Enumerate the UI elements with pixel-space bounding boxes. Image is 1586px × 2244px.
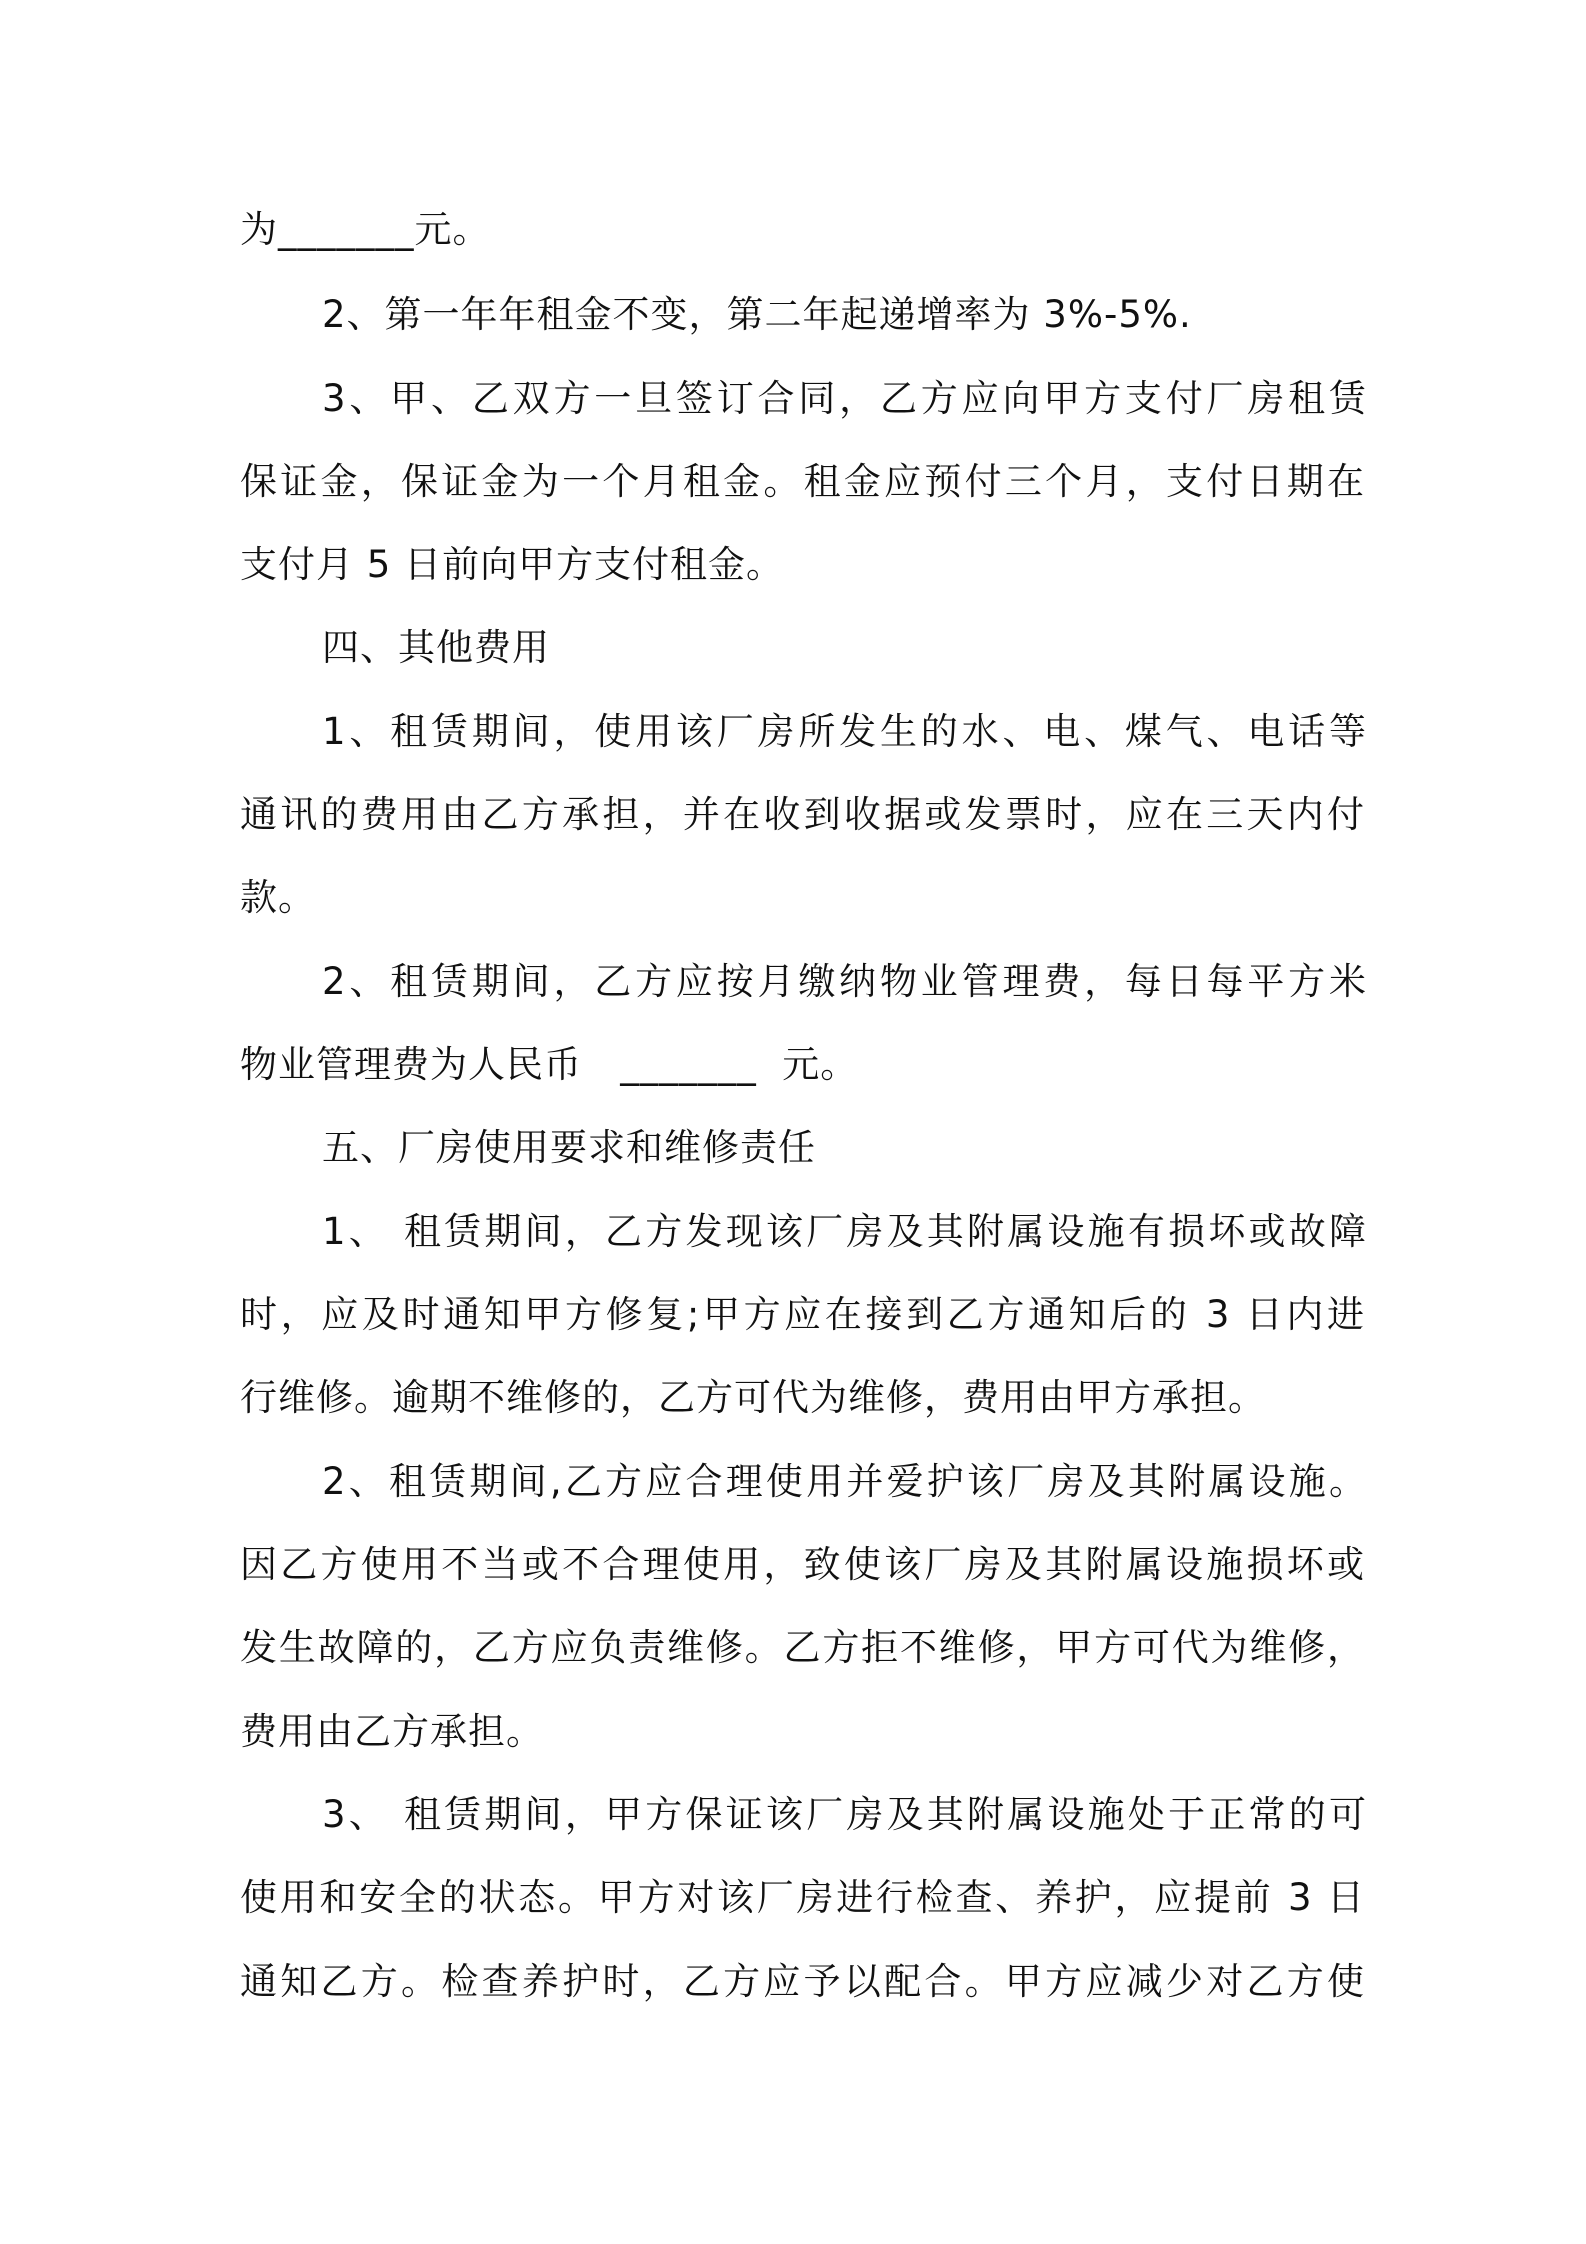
text-line-maint-1-c: 行维修。逾期不维修的，乙方可代为维修，费用由甲方承担。 (240, 1376, 1266, 1419)
text-line-rent-amount: 为_______元。 (240, 208, 491, 251)
text-line-clause-2: 2、第一年年租金不变，第二年起递增率为 3%-5%. (322, 293, 1192, 336)
text-line-clause-3-b: 保证金，保证金为一个月租金。租金应预付三个月，支付日期在 (240, 460, 1365, 503)
text-line-maint-3-c: 通知乙方。检查养护时，乙方应予以配合。甲方应减少对乙方使 (240, 1960, 1365, 2003)
text-line-maint-2-c: 发生故障的，乙方应负责维修。乙方拒不维修，甲方可代为维修， (240, 1626, 1365, 1669)
text-line-fee-1-b: 通讯的费用由乙方承担，并在收到收据或发票时，应在三天内付 (240, 793, 1365, 836)
text-line-maint-2-b: 因乙方使用不当或不合理使用，致使该厂房及其附属设施损坏或 (240, 1543, 1365, 1586)
text-line-fee-2-a: 2、租赁期间，乙方应按月缴纳物业管理费，每日每平方米 (322, 960, 1367, 1003)
text-line-fee-1-c: 款。 (240, 876, 316, 919)
text-line-maint-2-d: 费用由乙方承担。 (240, 1710, 544, 1753)
section-heading-other-fees: 四、其他费用 (322, 626, 550, 669)
text-line-maint-3-a: 3、 租赁期间，甲方保证该厂房及其附属设施处于正常的可 (322, 1793, 1367, 1836)
text-line-fee-2-b: 物业管理费为人民币 _______ 元。 (240, 1043, 859, 1086)
text-line-maint-1-b: 时，应及时通知甲方修复;甲方应在接到乙方通知后的 3 日内进 (240, 1293, 1365, 1336)
section-heading-usage-maintenance: 五、厂房使用要求和维修责任 (322, 1126, 816, 1169)
text-line-fee-1-a: 1、租赁期间，使用该厂房所发生的水、电、煤气、电话等 (322, 710, 1367, 753)
text-line-clause-3-c: 支付月 5 日前向甲方支付租金。 (240, 543, 785, 586)
text-line-maint-3-b: 使用和安全的状态。甲方对该厂房进行检查、养护，应提前 3 日 (240, 1876, 1365, 1919)
text-line-clause-3-a: 3、甲、乙双方一旦签订合同，乙方应向甲方支付厂房租赁 (322, 377, 1367, 420)
text-line-maint-2-a: 2、租赁期间,乙方应合理使用并爱护该厂房及其附属设施。 (322, 1460, 1367, 1503)
text-line-maint-1-a: 1、 租赁期间，乙方发现该厂房及其附属设施有损坏或故障 (322, 1210, 1367, 1253)
